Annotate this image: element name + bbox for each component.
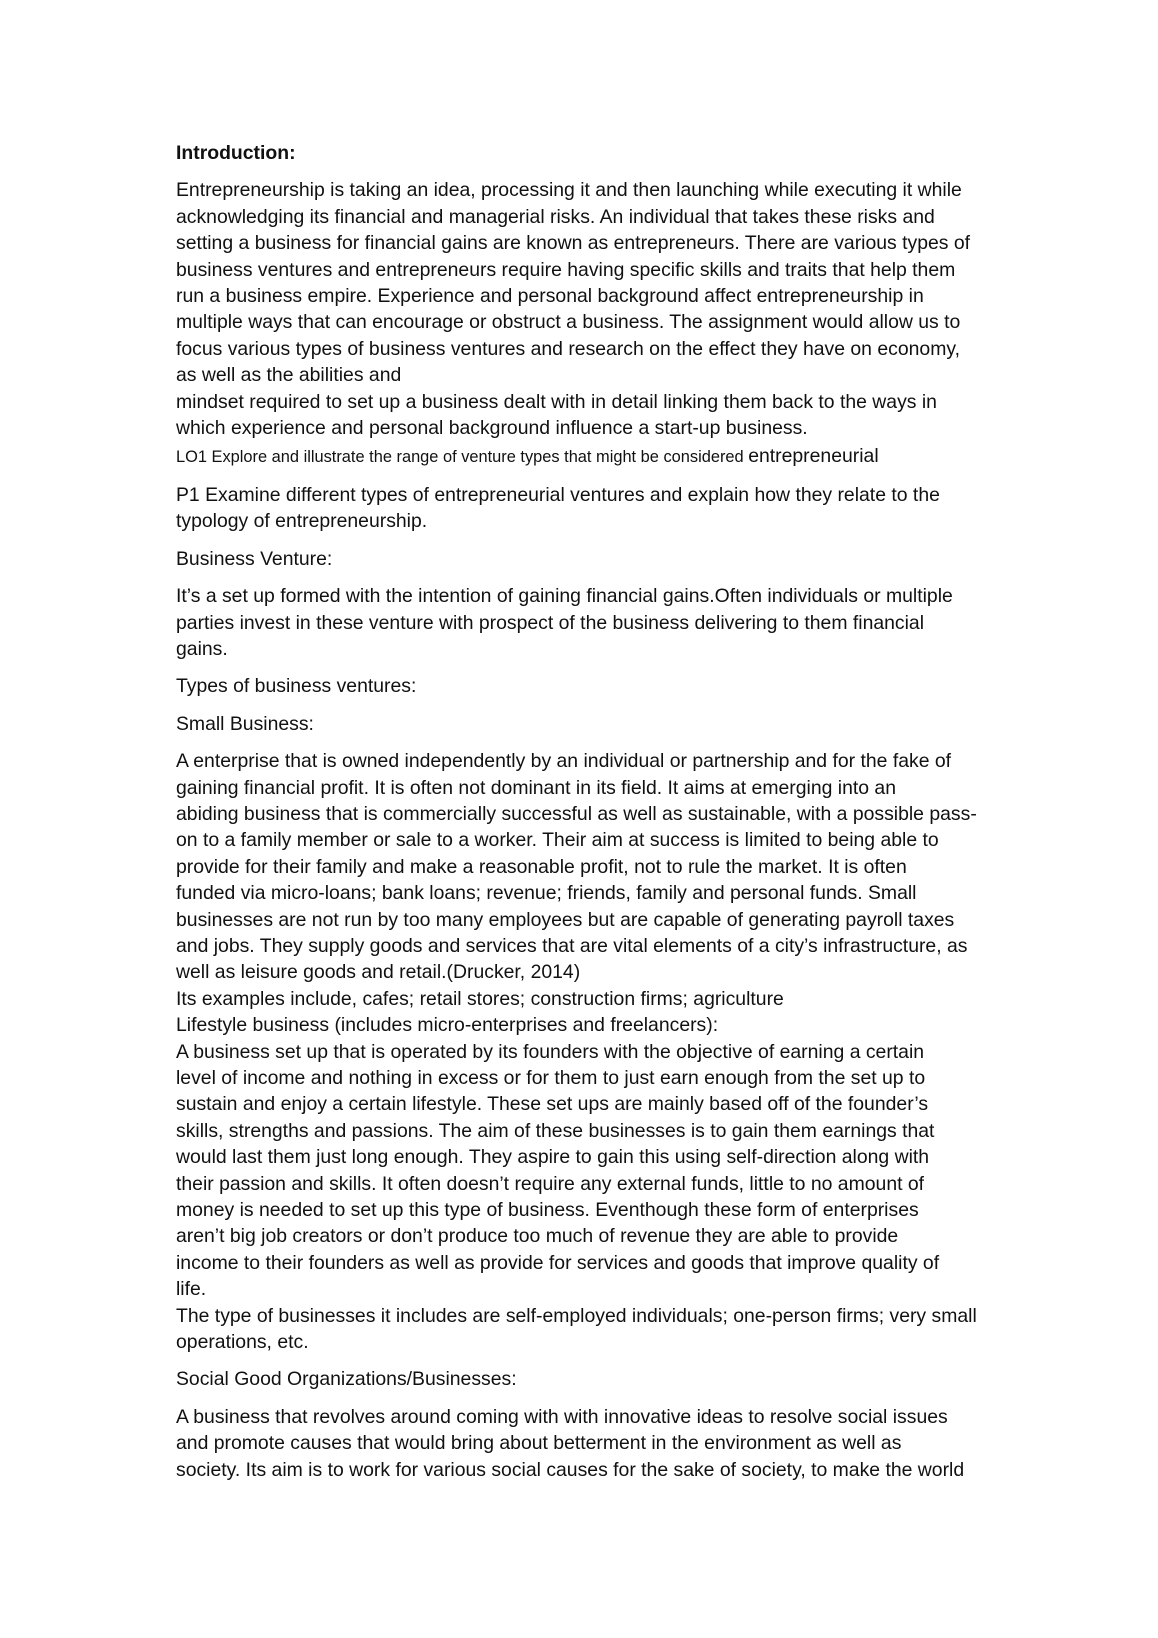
text-line: acknowledging its financial and managerial risks. An individual that takes these risks and [176, 205, 935, 228]
text-line: well as leisure goods and retail.(Drucker, 2014) [176, 961, 581, 984]
types-heading: Types of business ventures: [176, 675, 417, 698]
text-line: parties invest in these venture with prospect of the business delivering to them financial [176, 611, 925, 634]
text-line: on to a family member or sale to a worker. Their aim at success is limited to being able to [176, 829, 939, 852]
text-line: aren’t big job creators or don’t produce too much of revenue they are able to provide [176, 1225, 899, 1248]
text-line: run a business empire. Experience and personal background affect entrepreneurship in [176, 285, 924, 308]
text-line: as well as the abilities and [176, 364, 402, 387]
introduction-heading: Introduction: [176, 142, 296, 164]
introduction-paragraph [176, 177, 996, 441]
text-line: business ventures and entrepreneurs require having specific skills and traits that help them [176, 258, 956, 281]
text-line: mindset required to set up a business dealt with in detail linking them back to the ways in [176, 390, 937, 413]
text-line: Lifestyle business (includes micro-enterprises and freelancers): [176, 1014, 719, 1037]
text-line: gains. [176, 637, 228, 660]
text-line: typology of entrepreneurship. [176, 510, 428, 533]
document-page [176, 140, 996, 1483]
text-line: The type of businesses it includes are self-employed individuals; one-person firms; very small [176, 1304, 977, 1327]
text-line: abiding business that is commercially successful as well as sustainable, with a possible pass- [176, 802, 977, 825]
text-line: Its examples include, cafes; retail stores; construction firms; agriculture [176, 987, 784, 1010]
text-line: A business set up that is operated by its founders with the objective of earning a certain [176, 1040, 925, 1063]
text-line: their passion and skills. It often doesn’t require any external funds, little to no amount of [176, 1172, 925, 1195]
lo1-label: LO1 Explore and illustrate the range of venture types that might be considered [176, 448, 749, 467]
text-line: setting a business for financial gains are known as entrepreneurs. There are various types of [176, 232, 971, 255]
text-line: life. [176, 1278, 207, 1301]
text-line: and jobs. They supply goods and services that are vital elements of a city’s infrastructure, as [176, 934, 968, 957]
text-line: society. Its aim is to work for various social causes for the sake of society, to make the world [176, 1458, 965, 1481]
social-good-heading: Social Good Organizations/Businesses: [176, 1368, 517, 1391]
text-line: multiple ways that can encourage or obstruct a business. The assignment would allow us to [176, 311, 961, 334]
text-line: provide for their family and make a reasonable profit, not to rule the market. It is often [176, 855, 907, 878]
text-line: P1 Examine different types of entrepreneurial ventures and explain how they relate to the [176, 483, 940, 506]
text-line: gaining financial profit. It is often not dominant in its field. It aims at emerging into an [176, 776, 897, 799]
text-line: Entrepreneurship is taking an idea, processing it and then launching while executing it while [176, 179, 962, 202]
text-line: A business that revolves around coming with with innovative ideas to resolve social issues [176, 1405, 948, 1428]
text-line: It’s a set up formed with the intention of gaining financial gains.Often individuals or multiple [176, 585, 953, 608]
p1-paragraph [176, 482, 996, 535]
small-business-heading: Small Business: [176, 712, 314, 735]
text-line: level of income and nothing in excess or for them to just earn enough from the set up to [176, 1067, 926, 1089]
business-venture-heading: Business Venture: [176, 547, 333, 570]
text-line: skills, strengths and passions. The aim of these businesses is to gain them earnings that [176, 1119, 935, 1142]
lo1-heading [176, 443, 996, 470]
text-line: money is needed to set up this type of business. Eventhough these form of enterprises [176, 1199, 919, 1222]
text-line: operations, etc. [176, 1331, 309, 1354]
text-line: which experience and personal background influence a start-up business. [176, 417, 808, 440]
text-line: A enterprise that is owned independently by an individual or partnership and for the fake of [176, 750, 952, 773]
text-line: and promote causes that would bring about betterment in the environment as well as [176, 1432, 902, 1455]
text-line: funded via micro-loans; bank loans; revenue; friends, family and personal funds. Small [176, 882, 917, 905]
text-line: sustain and enjoy a certain lifestyle. These set ups are mainly based off of the founder’s [176, 1093, 929, 1116]
text-line: would last them just long enough. They aspire to gain this using self-direction along with [176, 1146, 930, 1169]
text-line: focus various types of business ventures and research on the effect they have on economy, [176, 337, 960, 360]
business-venture-paragraph [176, 583, 996, 662]
text-line: businesses are not run by too many employees but are capable of generating payroll taxes [176, 908, 955, 931]
social-good-paragraph [176, 1404, 996, 1483]
lo1-label-end: entrepreneurial [748, 445, 879, 468]
text-line: income to their founders as well as provide for services and goods that improve quality of [176, 1251, 940, 1274]
small-business-paragraph [176, 748, 996, 1355]
